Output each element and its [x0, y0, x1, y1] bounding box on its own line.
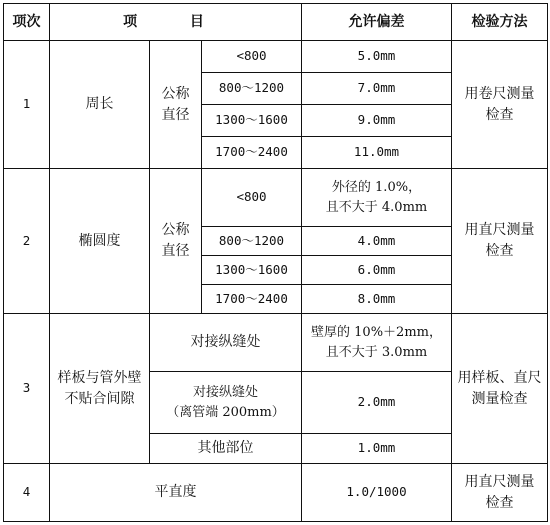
inspection-method: [452, 314, 548, 464]
header-method: 检验方法: [452, 4, 548, 41]
method-line: 用直尺测量: [464, 473, 535, 490]
diameter-range: 1700～2400: [202, 285, 302, 314]
method-line: 检查: [485, 106, 514, 123]
method-line: 用直尺测量: [464, 222, 535, 238]
tolerance-value: 7.0mm: [302, 73, 452, 105]
method-line: 检查: [485, 494, 514, 511]
sub-label-line: 公称: [161, 222, 190, 238]
header-row: [4, 4, 548, 41]
tolerance-value: [302, 314, 452, 372]
tolerance-value: 5.0mm: [302, 41, 452, 73]
nominal-diameter-label: [150, 41, 202, 169]
nominal-diameter-label: [150, 169, 202, 314]
diameter-range: 800～1200: [202, 227, 302, 256]
location-line: 其他部位: [197, 440, 254, 456]
header-no: 项次: [4, 4, 50, 41]
item-name: 平直度: [50, 464, 302, 522]
item-name: [50, 314, 150, 464]
item-name-line: 样板与管外壁: [57, 369, 142, 386]
tolerance-value: 8.0mm: [302, 285, 452, 314]
item-name-line: 不贴合间隙: [64, 390, 135, 407]
header-item: 项 目: [50, 4, 302, 41]
item-name: 周长: [50, 41, 150, 169]
sub-label-line: 直径: [161, 106, 190, 123]
table-row: [4, 314, 548, 372]
location-line: 对接纵缝处: [192, 385, 258, 400]
diameter-range: 1300～1600: [202, 105, 302, 137]
item-no: 1: [4, 41, 50, 169]
tolerance-value: 1.0/1000: [302, 464, 452, 522]
inspection-method: [452, 41, 548, 169]
tolerance-line: 外径的 1.0%，: [331, 180, 422, 195]
method-line: 用卷尺测量: [464, 85, 535, 102]
diameter-range: 1700～2400: [202, 137, 302, 169]
diameter-range: <800: [202, 169, 302, 227]
tolerance-value: 4.0mm: [302, 227, 452, 256]
location-line: 对接纵缝处: [190, 334, 261, 350]
tolerance-line: 且不大于 4.0mm: [325, 199, 428, 215]
inspection-method: [452, 169, 548, 314]
tolerance-value: 6.0mm: [302, 256, 452, 285]
diameter-range: 1300～1600: [202, 256, 302, 285]
table-row: [4, 464, 548, 522]
tolerance-line: 壁厚的 10%＋2mm，: [311, 325, 442, 340]
item-no: 2: [4, 169, 50, 314]
method-line: 测量检查: [471, 390, 528, 407]
method-line: 检查: [485, 243, 514, 259]
header-tolerance: 允许偏差: [302, 4, 452, 41]
tolerance-value: 1.0mm: [302, 434, 452, 464]
inspection-method: [452, 464, 548, 522]
method-line: 用样板、直尺: [457, 369, 542, 386]
sub-label-line: 直径: [161, 243, 190, 259]
item-no: 4: [4, 464, 50, 522]
tolerance-value: 11.0mm: [302, 137, 452, 169]
tolerance-value: 2.0mm: [302, 372, 452, 434]
diameter-range: 800～1200: [202, 73, 302, 105]
tolerance-table: [3, 3, 548, 522]
tolerance-value: [302, 169, 452, 227]
table-row: [4, 41, 548, 73]
location-line: （离管端 200mm）: [166, 404, 285, 420]
location: [150, 434, 302, 464]
location: [150, 314, 302, 372]
tolerance-line: 且不大于 3.0mm: [325, 344, 428, 360]
location: [150, 372, 302, 434]
diameter-range: <800: [202, 41, 302, 73]
sub-label-line: 公称: [161, 85, 190, 102]
table-row: [4, 169, 548, 227]
tolerance-value: 9.0mm: [302, 105, 452, 137]
item-name: 椭圆度: [50, 169, 150, 314]
item-no: 3: [4, 314, 50, 464]
